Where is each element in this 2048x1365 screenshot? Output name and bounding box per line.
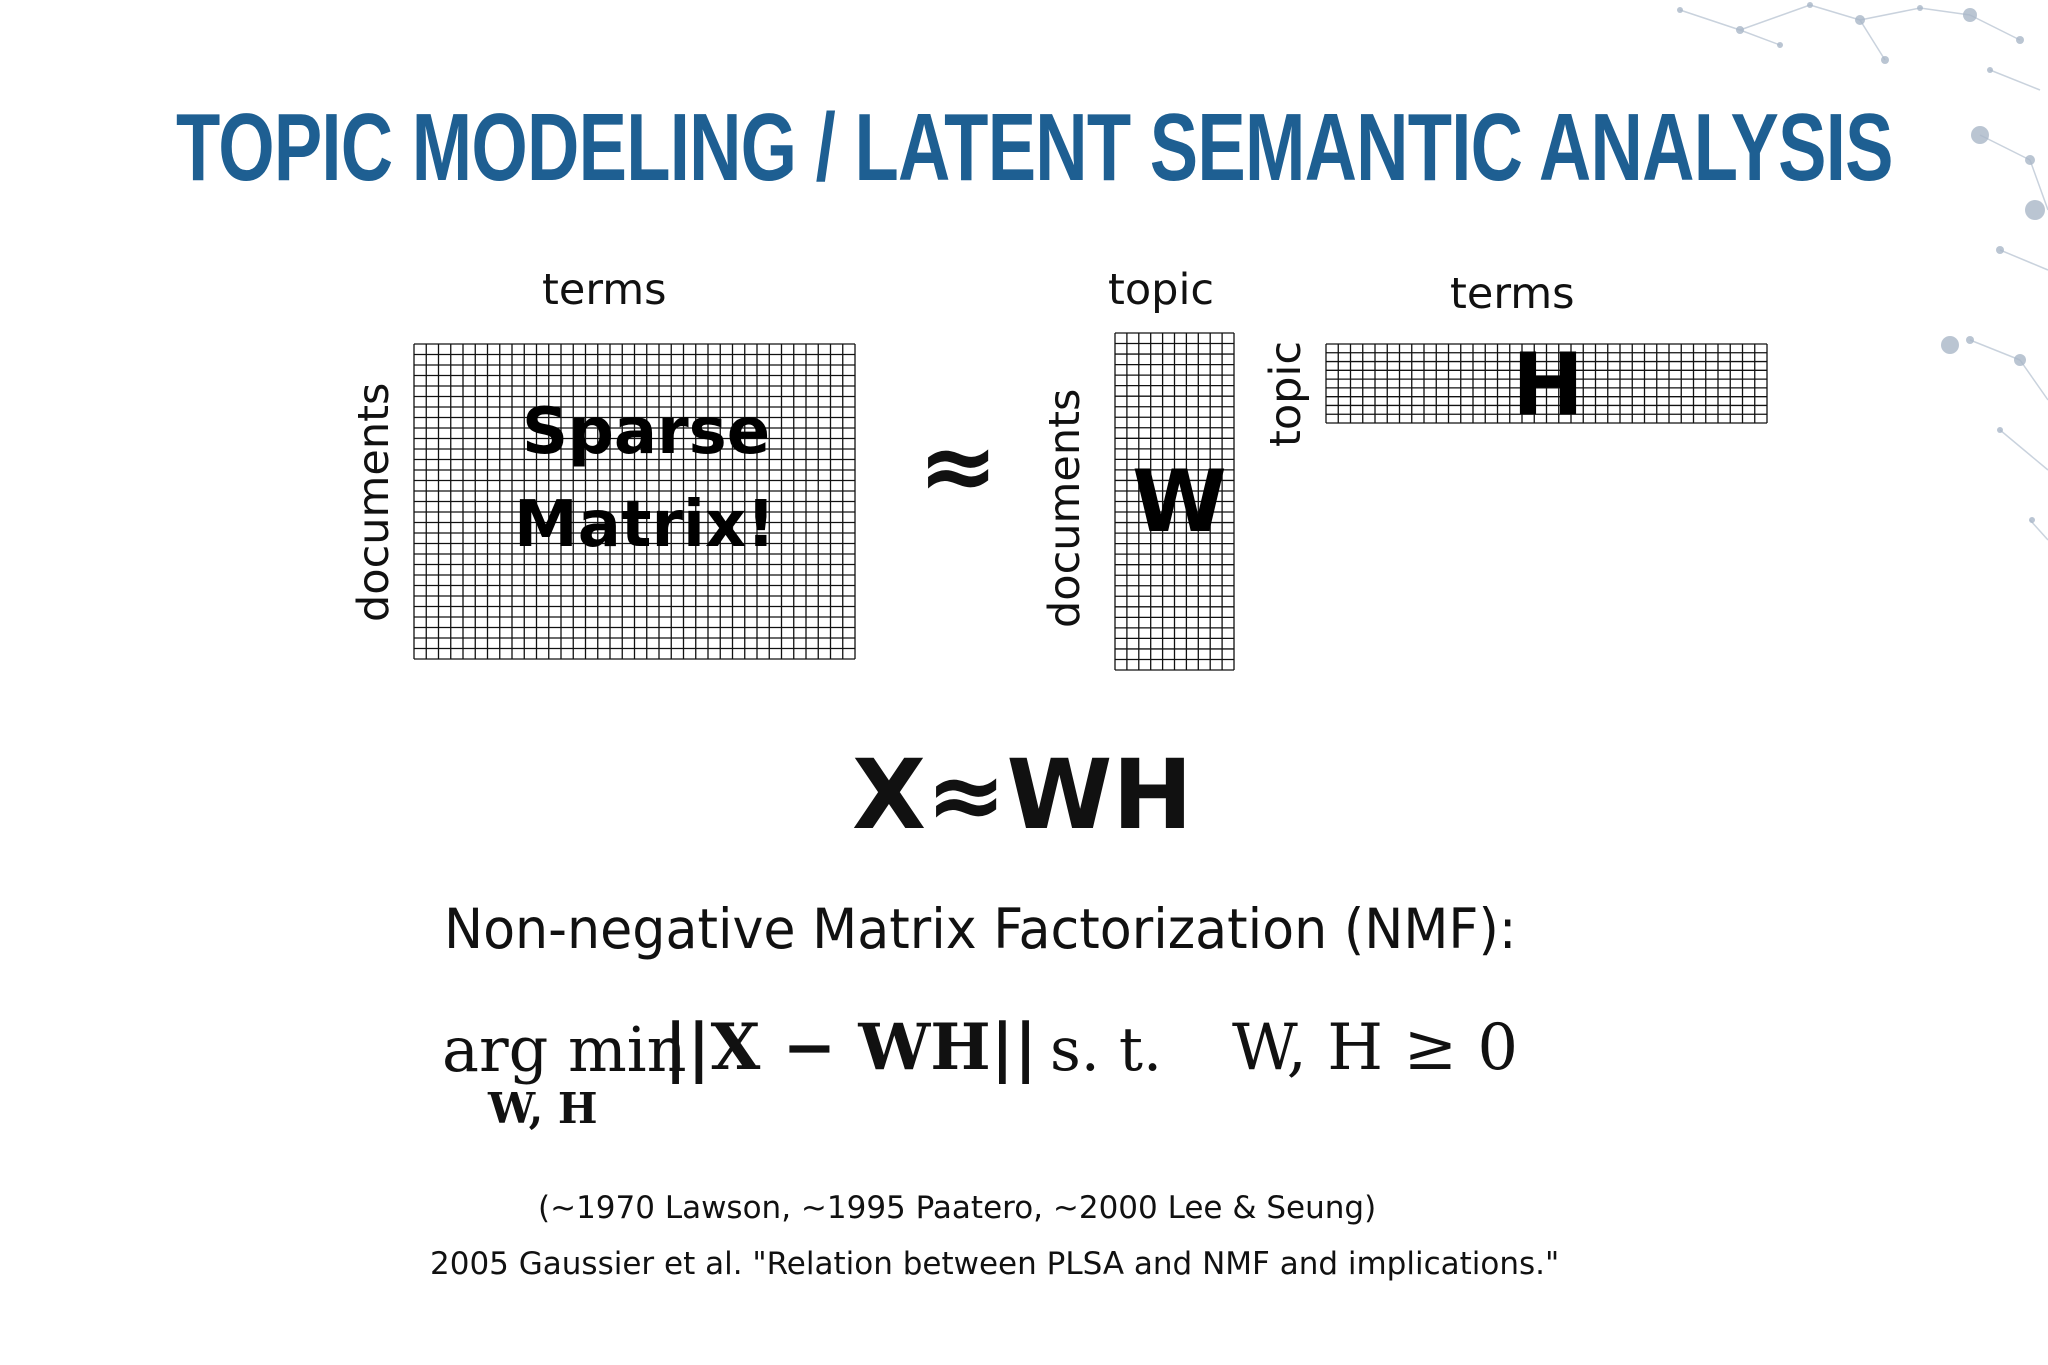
formula-such-that: s. t. (1050, 1015, 1163, 1085)
h-matrix-name: H (1512, 335, 1584, 435)
w-matrix-top-label: topic (1108, 265, 1215, 315)
nmf-heading: Non-negative Matrix Factorization (NMF): (444, 897, 1517, 961)
citation-history: (~1970 Lawson, ~1995 Paatero, ~2000 Lee & Seung) (538, 1190, 1377, 1226)
citation-paper: 2005 Gaussier et al. "Relation between PLSA and NMF and implications." (430, 1246, 1560, 1282)
w-matrix-name: W (1132, 452, 1227, 552)
approx-symbol: ≈ (918, 410, 999, 522)
formula-norm: ||X − WH|| (664, 1010, 1038, 1085)
formula-argmin: arg min (442, 1013, 687, 1086)
x-matrix-top-label: terms (542, 265, 667, 315)
x-matrix-side-label: documents (349, 382, 399, 622)
x-matrix-name-line2: Matrix! (514, 488, 776, 562)
h-matrix-top-label: terms (1450, 269, 1575, 319)
w-matrix-side-label: documents (1040, 388, 1090, 628)
main-equation: X≈WH (852, 739, 1193, 851)
formula-argmin-subscript: W, H (488, 1084, 598, 1133)
slide-title: TOPIC MODELING / LATENT SEMANTIC ANALYSIS (176, 94, 1893, 201)
network-decoration-icon (1660, 0, 2048, 600)
h-matrix-side-label: topic (1261, 340, 1311, 447)
x-matrix-name-line1: Sparse (522, 395, 771, 469)
formula-constraint: W, H ≥ 0 (1232, 1011, 1519, 1085)
